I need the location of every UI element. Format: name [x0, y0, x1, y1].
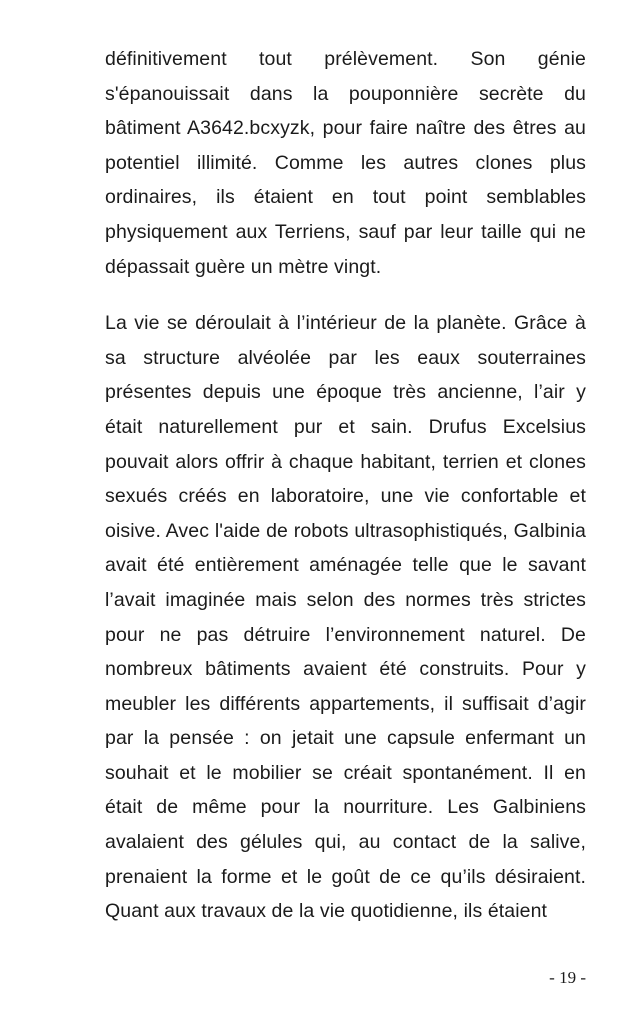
page-number: - 19 -	[549, 968, 586, 987]
paragraph: La vie se déroulait à l’intérieur de la planète. Grâce à sa structure alvéolée par les eaux souterraines présentes depuis une époque très ancienne, l’air y était naturellement pur et sain. Drufus Excelsius pouvait alors offrir à chaque habitant, terrien et clones sexués créés en laboratoire, une vie confortable et oisive. Avec l'aide de robots ultrasophistiqués, Galbinia avait été entièrement aménagée telle que le savant l’avait imaginée mais selon des normes très strictes pour ne pas détruire l’environnement naturel. De nombreux bâtiments avaient été construits. Pour y meubler les différents appartements, il suffisait d’agir par la pensée : on jetait une capsule enfermant un souhait et le mobilier se créait spontanément. Il en était de même pour la nourriture. Les Galbiniens avalaient des gélules qui, au contact de la salive, prenaient la forme et le goût de ce qu’ils désiraient. Quant aux travaux de la vie quotidienne, ils étaient	[105, 312, 586, 923]
page-text-block	[105, 42, 586, 929]
paragraph: définitivement tout prélèvement. Son génie s'épanouissait dans la pouponnière secrète du bâtiment A3642.bcxyzk, pour faire naître des êtres au potentiel illimité. Comme les autres clones plus ordinaires, ils étaient en tout point semblables physiquement aux Terriens, sauf par leur taille qui ne dépassait guère un mètre vingt.	[105, 48, 586, 278]
